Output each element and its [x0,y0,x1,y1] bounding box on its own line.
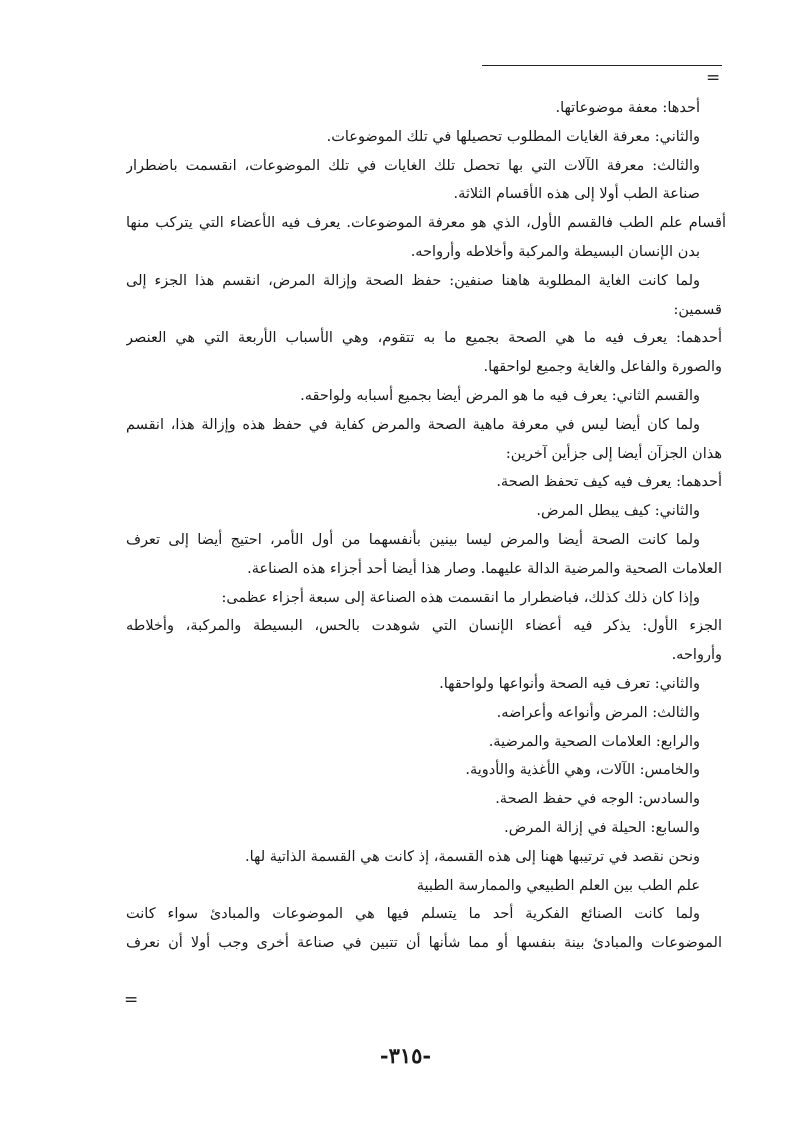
text-line: والسادس: الوجه في حفظ الصحة. [495,791,700,808]
text-line: أحدها: معفة موضوعاتها. [555,100,700,116]
header-continuation-mark: = [706,68,721,88]
text-line: هذان الجزآن أيضا إلى جزأين آخرين: [505,445,722,462]
text-line: والثالث: المرض وأنواعه وأعراضه. [496,704,700,721]
text-line: ولما كانت الصنائع الفكرية أحد ما يتسلم فيها هي الموضوعات والمبادئ سواء كانت [126,906,700,923]
text-line: ونحن نقصد في ترتيبها ههنا إلى هذه القسمة، إذ كانت هي القسمة الذاتية لها. [244,848,700,865]
text-line: والخامس: الآلات، وهي الأغذية والأدوية. [465,762,700,779]
text-line: بدن الإنسان البسيطة والمركبة وأخلاطه وأرواحه. [410,243,700,260]
text-line: وإذا كان ذلك كذلك، فباضطرار ما انقسمت هذه الصناعة إلى سبعة أجزاء عظمى: [221,589,700,606]
text-line: والثاني: كيف يبطل المرض. [536,503,700,520]
text-line: ولما كانت الغاية المطلوبة هاهنا صنفين: حفظ الصحة وإزالة المرض، انقسم هذا الجزء إلى [126,272,700,289]
text-line: والثاني: معرفة الغايات المطلوب تحصيلها في تلك الموضوعات. [326,128,700,145]
text-line: قسمين: [673,301,722,318]
footer-continuation-mark: = [124,990,139,1010]
text-line: صناعة الطب أولا إلى هذه الأقسام الثلاثة. [453,186,700,203]
text-line: الموضوعات والمبادئ بينة بنفسها أو مما شأنها أن تتبين في صناعة أخرى وجب أولا أن نعرف [126,935,722,952]
text-line: علم الطب بين العلم الطبيعي والممارسة الطبية [416,877,700,894]
text-line: أقسام علم الطب فالقسم الأول، الذي هو معرفة الموضوعات. يعرف فيه الأعضاء التي يتركب منها [126,215,726,232]
text-line: والصورة والفاعل والغاية وجميع لواحقها. [483,359,722,376]
header-rule [482,65,722,66]
text-line: أحدهما: يعرف فيه ما هي الصحة بجميع ما به تتقوم، وهي الأسباب الأربعة التي هي العنصر [126,330,722,347]
text-line: والثاني: تعرف فيه الصحة وأنواعها ولواحقها. [439,675,700,692]
text-line: ولما كان أيضا ليس في معرفة ماهية الصحة والمرض كفاية في حفظ هذه وإزالة هذا، انقسم [126,416,700,433]
text-line: العلامات الصحية والمرضية الدالة عليهما. وصار هذا أيضا أحد أجزاء هذه الصناعة. [247,560,722,577]
text-line: والقسم الثاني: يعرف فيه ما هو المرض أيضا بجميع أسبابه ولواحقه. [300,387,700,404]
text-line: وأرواحه. [671,647,722,664]
text-line: ولما كانت الصحة أيضا والمرض ليسا بينين بأنفسهما من أول الأمر، احتيج أيضا إلى تعرف [126,531,700,548]
text-line: الجزء الأول: يذكر فيه أعضاء الإنسان التي شوهدت بالحس، البسيطة والمركبة، وأخلاطه [126,618,722,635]
text-line: والرابع: العلامات الصحية والمرضية. [488,733,700,750]
page-number: -٣١٥- [379,1043,432,1068]
page-body-text [126,94,726,958]
text-line: أحدهما: يعرف فيه كيف تحفظ الصحة. [496,474,722,491]
text-line: والثالث: معرفة الآلات التي بها تحصل تلك الغايات في تلك الموضوعات، انقسمت باضطرار [126,157,700,174]
text-line: والسابع: الحيلة في إزالة المرض. [504,819,700,836]
